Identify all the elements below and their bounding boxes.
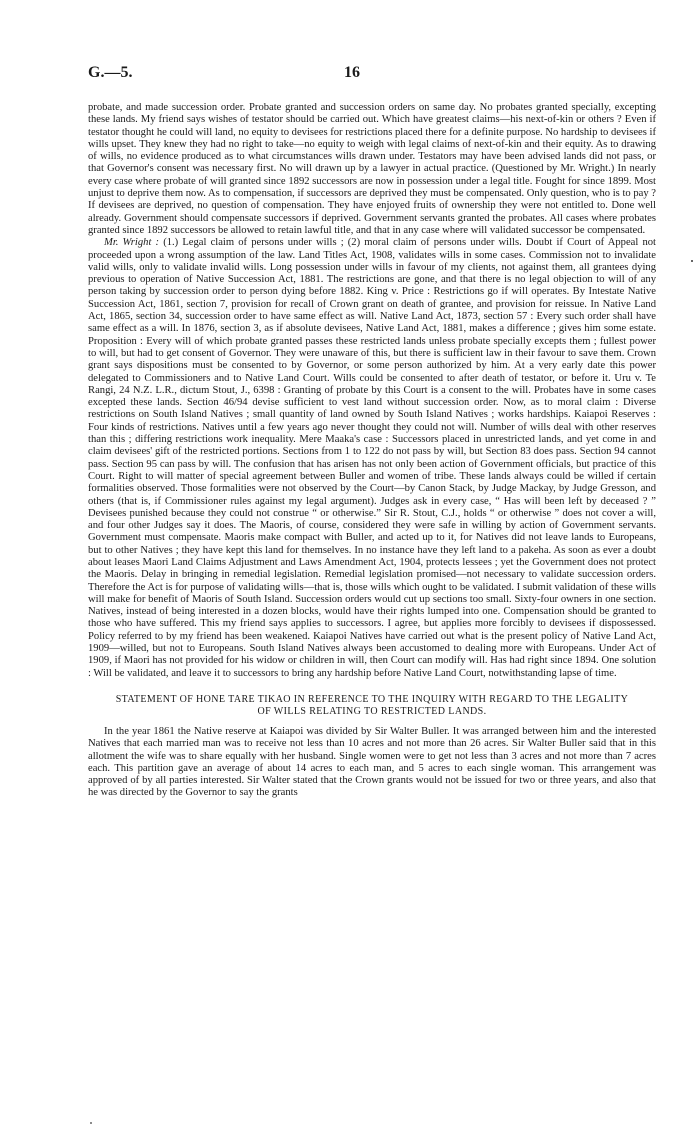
section-heading xyxy=(88,694,656,719)
document-body xyxy=(88,102,656,800)
paragraph-probate: probate, and made succession order. Probate granted and succession orders on same day. No probates granted specially, excepting these lands. My friend says wishes of testator should be carried out. Which have greatest claims—his next-of-kin or others ? Even if testator thought he could will land, no equity to devisees for restrictions placed there for a definite purpose. No hardship to devisees if wills upset. They knew they had no right to take—no equity to weigh with legal claims of next-of-kin and their equity. As to drawing of wills, no evidence produced as to what circumstances wills drawn under. Testators may have been advised lands did not pass, or that Governor's consent was necessary first. No will drawn up by a lawyer in actual practice. (Questioned by Mr. Wright.) In nearly every case where probate of will granted since 1892 successors are now in possession under a legal title. Fought for since 1899. Most unjust to deprive them now. As to compensation, if successors are deprived they must be compensated. Only question, who is to pay ? If devisees are deprived, no question of compensation. They have enjoyed fruits of ownership they were not entitled to. Done well already. Government should compensate successors if deprived. Government servants granted the probates. All cases where probates granted since 1892 successors be allowed to retain lawful title, and that in any case where will validated successor be compensated. xyxy=(88,102,656,236)
page-header xyxy=(88,64,616,84)
section-heading-line-2: OF WILLS RELATING TO RESTRICTED LANDS. xyxy=(257,706,487,718)
section-heading-line-1: STATEMENT OF HONE TARE TIKAO IN REFERENCE TO THE INQUIRY WITH REGARD TO THE LEGALITY xyxy=(115,693,629,705)
paragraph-mr-wright xyxy=(88,237,656,680)
margin-dot xyxy=(90,1122,92,1124)
speech-text: (1.) Legal claim of persons under wills ; (2) moral claim of persons under wills. Doubt if Court of Appeal not proceeded upon a wrong assumption of the law. Land Titles Act, 1908, validates wills in some cases. Commission not to invalidate valid wills, only to validate invalid wills. Long possession under wills in favour of my clients, not against them, all grantees dying previous to operation of Native Succession Act, 1881. The restrictions are gone, and that there is no legal objection to will of any person taking by succession order to person dying before 1882. King v. Price : Restrictions go if will operates. By Intestate Native Succession Act, 1861, section 7, provision for recall of Crown grant on death of grantee, and provision for reissue. In Native Land Act, 1865, section 34, succession order to have same effect as will. Native Land Act, 1873, section 57 : Every such order shall have same effect as a will. In 1876, section 3, as if absolute devisees, Native Land Act, 1881, makes a difference ; gives him some estate. Proposition : Every will of which probate granted passes these restricted lands unless probate specially excepts them ; fullest power to will, but had to get consent of Governor. They were unaware of this, but there is sufficient law in their favour to save them. Crown grant says dispositions must be consented to by Governor, or some person authorized by him. At a very early date this power delegated to Commissioners and to Native Land Court. Wills could be consented to after death of testator, or before it. Uru v. Te Rangi, 24 N.Z. L.R., dictum Stout, J., 6398 : Granting of probate by this Court is a consent to the will. Probates have in some cases excepted these lands. Section 46/94 devise sufficient to vest land without succession order. Now, as to moral claim : Diverse restrictions on South Island Natives ; small quantity of land owned by South Island Natives ; works hardships. Kaiapoi Reserves : Four kinds of restrictions. Natives until a few years ago never thought they could not will. Number of wills deal with other reserves than this ; differing restrictions work inequality. Mere Maaka's case : Successors placed in unrestricted lands, and yet come in and claim devisees' gift of the restricted portions. Sections from 1 to 122 do not pass by will, but Section 83 does pass. Section 94 cannot pass. Section 95 can pass by will. The confusion that has arisen has not only been action of Government officials, but practice of this Court. Right to will matter of special agreement between Buller and women of tribe. These lands always could be willed if certain formalities observed. Those formalities were not observed by the Court—by Canon Stack, by Judge Mackay, by Judge Gresson, and others (that is, if Commissioner rules against my legal argument). Judges ask in every case, “ Has will been left by deceased ? ” Devisees punished because they could not construe “ or otherwise.” Sir R. Stout, C.J., holds “ or otherwise ” does not cover a will, and four other Judges say it does. The Maoris, of course, considered they were safe in willing by action of Government servants. Government must compensate. Maoris make compact with Buller, and acted up to it, for Natives did not leave lands to Europeans, but to other Natives ; they have kept this land for themselves. In no instance have they left land to a pakeha. As soon as ever a doubt about leases Maori Land Claims Adjustment and Laws Amendment Act, 1904, protects lessees ; yet the Government does not protect the Maoris. Delay in bringing in remedial legislation. Remedial legislation promised—not necessary to validate succession orders. Therefore the Act is for purpose of validating wills—that is, those wills which ought to be validated. I submit validation of these wills will make for benefit of Maoris of South Island. Succession orders would cut up sections too small. Sixty-four owners in one section. Natives, instead of being interested in a dozen blocks, would have their rights lumped into one. Compensation should be granted to those who have suffered. This my friend says applies to successors. I agree, but applies more forcibly to devisees if dispossessed. Policy referred to by my friend has been weakened. Kaiapoi Natives have carried out what is the present policy of Native Land Act, 1909—willed, but not to Europeans. South Island Natives always been accustomed to dealing more with Europeans. Under Act of 1909, if Maori has not provided for his widow or children in will, then Court can modify will. Has had right since 1894. One solution : Will be validated, and leave it to successors to bring any hardship before Native Land Court, notwithstanding lapse of time. xyxy=(88,237,656,679)
speaker-label: Mr. Wright : xyxy=(104,237,160,249)
margin-mark xyxy=(691,260,693,262)
paragraph-statement: In the year 1861 the Native reserve at Kaiapoi was divided by Sir Walter Buller. It was arranged between him and the interested Natives that each married man was to receive not less than 10 acres and not more than 26 acres. Sir Walter Buller said that in this allotment the wife was to share equally with her husband. Single women were to get not less than 3 acres and not more than 7 acres each. This partition gave an average of about 14 acres to each man, and 5 acres to each single woman. This arrangement was approved of by all parties interested. Sir Walter stated that the Crown grants would not be issued for two or three years, and also that he was directed by the Governor to say the grants xyxy=(88,725,656,799)
document-reference: G.—5. xyxy=(88,64,133,81)
page-number: 16 xyxy=(344,64,360,81)
